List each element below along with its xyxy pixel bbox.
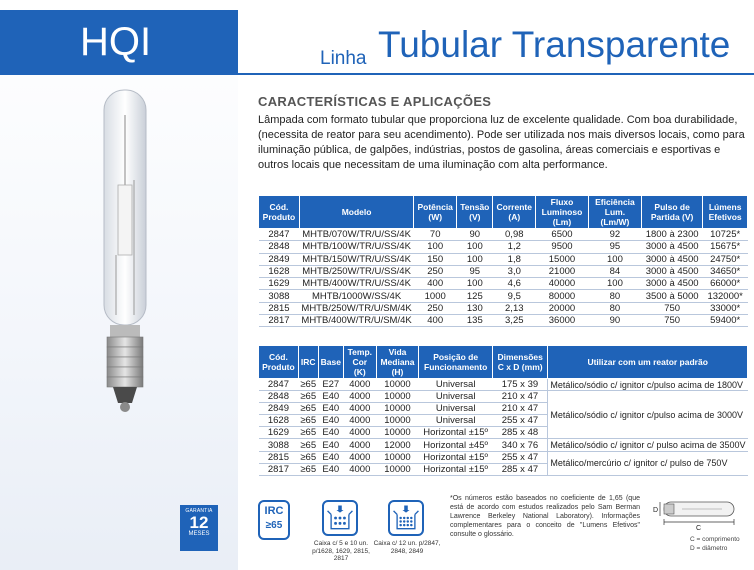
dim-label-d: D	[653, 507, 659, 514]
column-header: Cód. Produto	[259, 346, 299, 379]
table-cell: 100	[457, 253, 493, 265]
table-cell: MHTB/400W/TR/U/SS/4K	[299, 278, 413, 290]
column-header: Cód. Produto	[259, 196, 300, 229]
table-row	[259, 229, 748, 241]
column-header: Lúmens Efetivos	[703, 196, 748, 229]
table-cell: E40	[318, 451, 343, 463]
ballast-usage: Metálico/mercúrio c/ ignitor c/ pulso de 750V	[548, 451, 748, 475]
ballast-usage: Metálico/sódio c/ ignitor c/pulso acima de 1800V	[548, 379, 748, 391]
table-cell: 285 x 47	[492, 463, 547, 475]
warranty-badge	[180, 505, 218, 551]
table-cell: 1628	[259, 415, 299, 427]
table-cell: 36000	[536, 315, 589, 327]
table-cell: 100	[588, 278, 641, 290]
table-cell: 135	[457, 315, 493, 327]
table-cell: MHTB/070W/TR/U/SS/4K	[299, 229, 413, 241]
table-cell: E40	[318, 391, 343, 403]
table-cell: Universal	[419, 415, 493, 427]
column-header: Vida Mediana (H)	[376, 346, 419, 379]
table-cell: 10000	[376, 391, 419, 403]
page-title: Tubular Transparente	[378, 24, 731, 65]
table-cell: ≥65	[300, 427, 317, 439]
ballast-usage: Metálico/sódio c/ ignitor c/ pulso acima de 3500V	[548, 439, 748, 451]
table-cell: 9,5	[493, 290, 536, 302]
table-cell: 10000	[376, 403, 419, 415]
table-cell: 255 x 47	[492, 415, 547, 427]
table-cell: 10725*	[703, 229, 748, 241]
table-cell: 100	[457, 278, 493, 290]
table-cell: 92	[588, 229, 641, 241]
table-cell: 90	[457, 229, 493, 241]
table-cell: 175 x 39	[492, 379, 547, 391]
table-cell: 2848	[259, 391, 299, 403]
table-cell: 12000	[376, 439, 419, 451]
table-row	[259, 302, 748, 314]
table-cell: 4000	[343, 391, 376, 403]
specs-table	[258, 195, 748, 327]
table-cell: 33000*	[703, 302, 748, 314]
table-cell: 750	[641, 315, 702, 327]
brand-label: HQI	[80, 20, 152, 64]
table-cell: 2847	[259, 379, 299, 391]
table-cell: 20000	[536, 302, 589, 314]
section-description: Lâmpada com formato tubular que proporciona luz de excelente qualidade. Com boa durabilidade, (necessita de reator para seu acendimento). Pode ser utilizada nos mais diversos locais, como para iluminação pública, de galpões, indústrias, postos de gasolina, áreas comerciais e esportivas e outros locais que necessitam de uma iluminação com alta performance.	[258, 114, 745, 171]
table-cell: 340 x 76	[492, 439, 547, 451]
table-cell: 70	[414, 229, 457, 241]
table-cell: 3000 à 4500	[641, 241, 702, 253]
table-cell: Universal	[419, 379, 493, 391]
table-cell: 1629	[259, 278, 300, 290]
table-cell: 21000	[536, 265, 589, 277]
table-cell: 10000	[376, 415, 419, 427]
footnote: *Os números estão baseados no coeficiente de 1,65 (que está de acordo com estudos realizados pelo Sam Berman Lawrence Berkeley National Laboratory). Informações complementares para o conceito de "Lumens Efetivos" consulte o glossário.	[450, 495, 640, 538]
column-header: Utilizar com um reator padrão	[548, 346, 748, 379]
details-table	[258, 345, 748, 476]
table-cell: 2847	[259, 229, 300, 241]
table-cell: 130	[457, 302, 493, 314]
table-row	[259, 253, 748, 265]
table-cell: 4000	[343, 439, 376, 451]
table-cell: MHTB/250W/TR/U/SM/4K	[301, 302, 412, 314]
table-cell: 10000	[376, 451, 419, 463]
table-cell: 24750*	[703, 253, 748, 265]
table-cell: 4000	[343, 463, 376, 475]
table-cell: 1628	[259, 265, 300, 277]
table-cell: E40	[318, 463, 343, 475]
table-row	[259, 265, 748, 277]
table-cell: 2849	[259, 403, 299, 415]
table-cell: ≥65	[300, 379, 317, 391]
table-cell: 4000	[343, 427, 376, 439]
box-icon	[388, 500, 424, 536]
column-header: Pulso de Partida (V)	[641, 196, 702, 229]
dimension-legend	[690, 535, 740, 553]
table-cell: 1000	[414, 290, 457, 302]
table-cell: 10000	[376, 379, 419, 391]
table-cell: Horizontal ±15º	[419, 451, 493, 463]
box-icon	[322, 500, 358, 536]
table-cell: 80000	[536, 290, 589, 302]
box-caption: Caixa c/ 12 un. p/2847, 2848, 2849	[373, 540, 441, 555]
table-cell: 3500 à 5000	[641, 290, 702, 302]
table-cell: E40	[318, 439, 343, 451]
table-cell: 2848	[259, 241, 300, 253]
table-cell: 400	[414, 278, 457, 290]
table-cell: 6500	[536, 229, 589, 241]
table-cell: 4000	[343, 415, 376, 427]
box-caption: Caixa c/ 5 e 10 un. p/1628, 1629, 2815, 2817	[312, 540, 370, 562]
column-header: Tensão (V)	[457, 196, 493, 229]
table-cell: 210 x 47	[492, 391, 547, 403]
table-cell: 4000	[343, 451, 376, 463]
table-row	[259, 451, 748, 463]
table-cell: 90	[588, 315, 641, 327]
table-cell: 80	[588, 302, 641, 314]
warranty-label: GARANTIA	[185, 508, 213, 514]
table-cell: ≥65	[300, 415, 317, 427]
table-row	[259, 278, 748, 290]
table-cell: ≥65	[300, 439, 317, 451]
table-cell: Horizontal ±15º	[419, 427, 493, 439]
table-cell: ≥65	[300, 451, 317, 463]
details-table-header	[259, 346, 748, 379]
table-row	[259, 379, 748, 391]
table-cell: MHTB/1000W/SS/4K	[299, 290, 413, 302]
table-cell: 3088	[259, 439, 299, 451]
table-cell: 3000 à 4500	[641, 278, 702, 290]
table-cell: 2,13	[493, 302, 536, 314]
table-cell: ≥65	[300, 463, 317, 475]
table-cell: 3088	[259, 290, 300, 302]
column-header: Posição de Funcionamento	[419, 346, 493, 379]
table-cell: 1629	[259, 427, 299, 439]
table-row	[259, 391, 748, 403]
table-cell: 66000*	[703, 278, 748, 290]
table-cell: 100	[457, 241, 493, 253]
column-header: Modelo	[299, 196, 413, 229]
brand-bar	[0, 10, 238, 75]
table-cell: 4000	[343, 403, 376, 415]
table-cell: ≥65	[300, 391, 317, 403]
page-header	[238, 10, 754, 75]
table-cell: 10000	[376, 463, 419, 475]
table-cell: 4,6	[493, 278, 536, 290]
warranty-unit: MESES	[188, 531, 210, 537]
table-cell: 15000	[536, 253, 589, 265]
table-cell: 210 x 47	[492, 403, 547, 415]
column-header: Temp. Cor (K)	[343, 346, 376, 379]
table-row	[259, 290, 748, 302]
table-cell: E40	[318, 403, 343, 415]
table-cell: 400	[414, 315, 457, 327]
table-cell: 3,0	[493, 265, 536, 277]
table-cell: 95	[457, 265, 493, 277]
table-cell: 2817	[259, 315, 300, 327]
table-cell: 15675*	[703, 241, 748, 253]
table-cell: Horizontal ±15º	[419, 463, 493, 475]
table-cell: ≥65	[300, 403, 317, 415]
dim-label-c: C	[696, 525, 702, 532]
irc-value: ≥65	[265, 520, 283, 531]
table-cell: 3,25	[493, 315, 536, 327]
warranty-number: 12	[189, 513, 209, 532]
table-cell: 3000 à 4500	[641, 253, 702, 265]
table-cell: MHTB/250W/TR/U/SS/4K	[299, 265, 413, 277]
legend-length: C = comprimento	[690, 536, 740, 543]
table-cell: 250	[414, 265, 457, 277]
column-header: Potência (W)	[414, 196, 457, 229]
table-cell: MHTB/400W/TR/U/SM/4K	[301, 315, 412, 327]
header-prefix: Linha	[320, 48, 367, 69]
table-cell: 125	[457, 290, 493, 302]
table-cell: 2815	[259, 451, 299, 463]
specs-table-header	[259, 196, 748, 229]
table-cell: 132000*	[703, 290, 748, 302]
table-cell: 2815	[259, 302, 300, 314]
table-cell: 100	[588, 253, 641, 265]
table-cell: 1,2	[493, 241, 536, 253]
table-cell: 2849	[259, 253, 300, 265]
table-cell: E40	[318, 427, 343, 439]
table-cell: 95	[588, 241, 641, 253]
table-cell: 3000 à 4500	[641, 265, 702, 277]
table-cell: 285 x 48	[492, 427, 547, 439]
table-cell: 0,98	[493, 229, 536, 241]
table-row	[259, 241, 748, 253]
table-cell: Universal	[419, 403, 493, 415]
table-cell: Horizontal ±45º	[419, 439, 493, 451]
table-cell: 84	[588, 265, 641, 277]
table-cell: 750	[641, 302, 702, 314]
table-cell: 10000	[376, 427, 419, 439]
column-header: Fluxo Luminoso (Lm)	[536, 196, 589, 229]
table-cell: 255 x 47	[492, 451, 547, 463]
legend-diameter: D = diâmetro	[690, 545, 728, 552]
column-header: Corrente (A)	[493, 196, 536, 229]
section-title: CARACTERÍSTICAS E APLICAÇÕES	[258, 94, 492, 109]
column-header: Dimensões C x D (mm)	[492, 346, 547, 379]
table-cell: 250	[414, 302, 457, 314]
table-cell: 1800 à 2300	[641, 229, 702, 241]
column-header: Eficiência Lum. (Lm/W)	[588, 196, 641, 229]
table-cell: Universal	[419, 391, 493, 403]
table-cell: 80	[588, 290, 641, 302]
column-header: IRC	[298, 346, 318, 379]
table-cell: 4000	[343, 379, 376, 391]
table-cell: MHTB/150W/TR/U/SS/4K	[299, 253, 413, 265]
table-cell: 100	[414, 241, 457, 253]
table-cell: 59400*	[703, 315, 748, 327]
ballast-usage: Metálico/sódio c/ ignitor c/pulso acima de 3000V	[548, 391, 748, 439]
table-cell: 34650*	[703, 265, 748, 277]
table-row	[259, 439, 748, 451]
table-cell: 40000	[536, 278, 589, 290]
lamp-image	[80, 85, 170, 415]
table-cell: 150	[414, 253, 457, 265]
table-cell: E27	[318, 379, 343, 391]
irc-label: IRC	[264, 505, 284, 517]
table-cell: E40	[318, 415, 343, 427]
table-cell: 1,8	[493, 253, 536, 265]
table-cell: 2817	[259, 463, 299, 475]
column-header: Base	[318, 346, 343, 379]
sidebar	[0, 0, 238, 570]
irc-icon	[258, 500, 290, 540]
table-row	[259, 315, 748, 327]
table-cell: 9500	[536, 241, 589, 253]
table-cell: MHTB/100W/TR/U/SS/4K	[299, 241, 413, 253]
